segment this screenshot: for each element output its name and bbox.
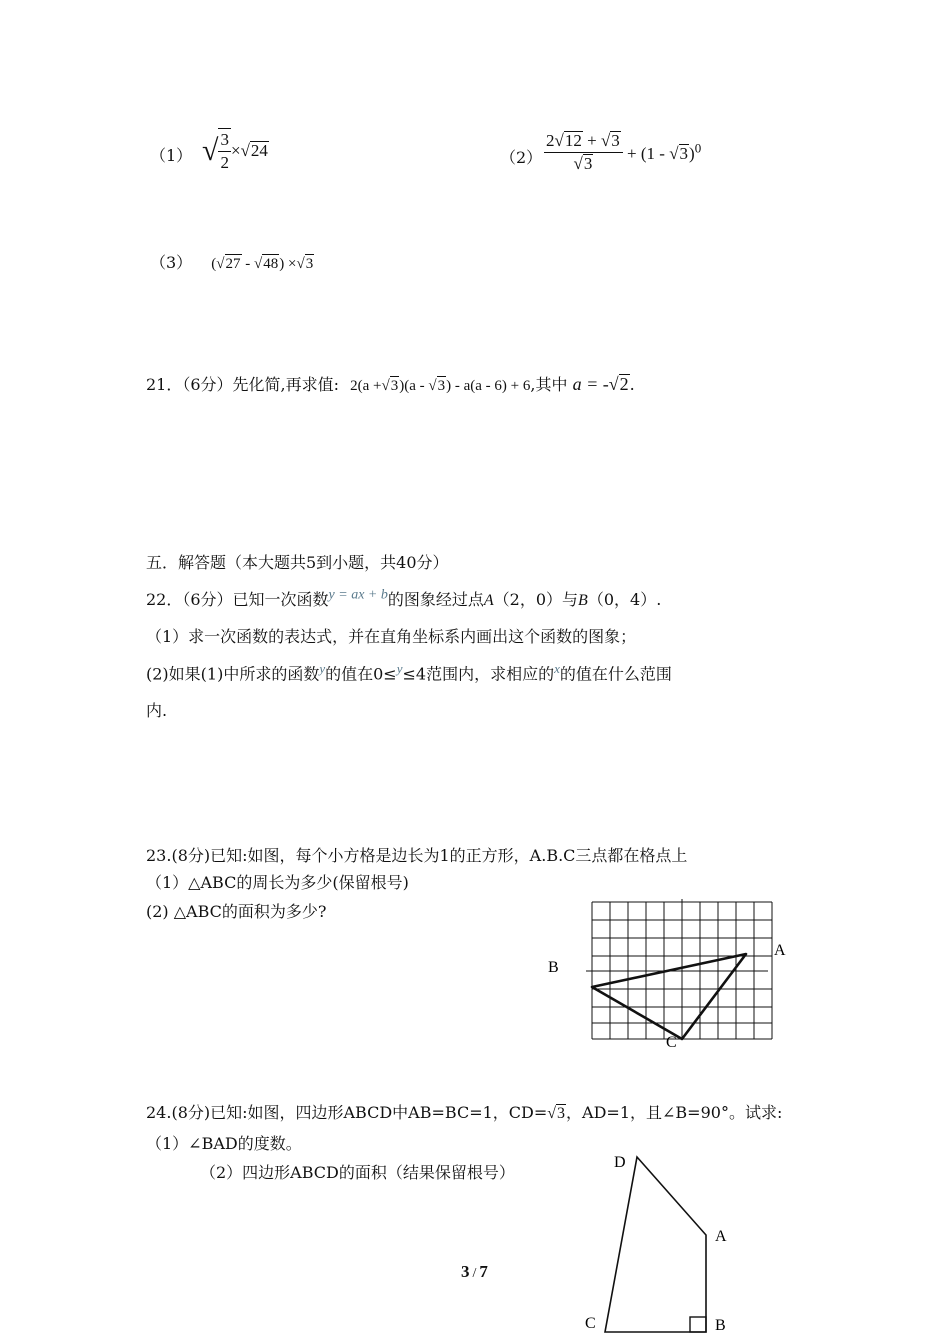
q24-part1: （1）∠BAD的度数。 <box>146 1134 302 1153</box>
point-b: B <box>578 592 588 609</box>
fraction <box>218 128 231 174</box>
sqrt-3: √3 <box>547 1105 566 1122</box>
q23-part1: （1）△ABC的周长为多少(保留根号) <box>146 873 409 892</box>
q24-part2: （2）四边形ABCD的面积（结果保留根号） <box>200 1163 515 1182</box>
q22-line1 <box>146 587 661 610</box>
var-x: x <box>554 661 560 676</box>
radicand-24: 24 <box>250 141 268 160</box>
vertex-label-c: C <box>585 1315 596 1332</box>
q20-part3-label: （3） <box>150 253 193 272</box>
radicand-48: 48 <box>263 256 279 272</box>
q20-part2-expr <box>544 130 701 175</box>
q23-line1: 23.(8分)已知:如图，每个小方格是边长为1的正方形，A.B.C三点都在格点上 <box>146 846 688 865</box>
q24-line1 <box>146 1100 782 1123</box>
q23-part2: (2) △ABC的面积为多少? <box>146 902 327 921</box>
q22-part1: （1）求一次函数的表达式，并在直角坐标系内画出这个函数的图象； <box>146 627 637 646</box>
exponent: 0 <box>694 140 702 156</box>
var-y: y <box>319 661 326 676</box>
expr-part-b: )(a - <box>399 378 425 394</box>
vertex-label-b: B <box>548 959 559 976</box>
current-page: 3 <box>461 1262 470 1281</box>
q22-part2-cont: 内. <box>146 701 168 720</box>
function-expression: y = ax + b <box>328 587 388 603</box>
fraction-numerator: 2√12 + √3 <box>544 130 623 153</box>
expr-part-c: ) - a(a - 6) + 6 <box>446 378 531 394</box>
q21-prefix: 21．（6分）先化简,再求值: <box>146 375 340 394</box>
close-paren: ) <box>279 256 285 272</box>
plus-sign: + <box>587 131 597 150</box>
minus-sign: - <box>245 256 251 272</box>
q20-part1-expr <box>202 128 269 174</box>
q24-intro: 24.(8分)已知:如图，四边形ABCD中AB=BC=1，CD= <box>146 1103 548 1122</box>
fraction <box>544 130 623 175</box>
q21 <box>146 372 635 395</box>
q24-text: ，AD=1，且∠B=90°。试求: <box>566 1103 783 1122</box>
radicand-2: 2 <box>619 374 629 394</box>
q20-part3-expr: (√27 - √48) ×√3 <box>211 256 314 272</box>
q21-end: . <box>629 375 635 394</box>
page-separator: / <box>472 1266 477 1281</box>
q22-text: 的图象经过点 <box>387 590 484 609</box>
point-b-coords: （0，4）. <box>587 590 662 609</box>
q22-intro: 22．（6分）已知一次函数 <box>146 590 329 609</box>
q21-middle: ,其中 <box>530 375 568 394</box>
part2-text-d: 的值在什么范围 <box>559 664 672 684</box>
radicand-3: 3 <box>437 378 446 394</box>
tail-expression: + (1 - √3)$^0$ <box>627 140 702 164</box>
part2-text-a: (2)如果(1)中所求的函数 <box>146 664 320 684</box>
part2-text-c: ≤4范围内，求相应的 <box>402 664 555 684</box>
radicand-3: 3 <box>583 154 593 173</box>
q21-condition: a = -√2 <box>572 374 629 394</box>
vertex-label-b: B <box>715 1317 726 1334</box>
fraction-denominator: √3 <box>573 154 593 173</box>
open-paren: ( <box>211 256 217 272</box>
section5-heading: 五．解答题（本大题共5到小题，共40分） <box>146 553 449 572</box>
right-angle-marker <box>690 1317 706 1332</box>
page-number <box>461 1262 488 1282</box>
expr-part-a: 2(a + <box>350 378 382 394</box>
part2-text-b: 的值在0≤ <box>325 664 397 684</box>
radicand-3: 3 <box>390 378 399 394</box>
sqrt-sign: √ <box>202 134 219 167</box>
q20-part3 <box>150 250 314 273</box>
coefficient: 2 <box>546 131 555 150</box>
radicand-3: 3 <box>679 144 689 164</box>
quadrilateral-abcd <box>605 1157 706 1332</box>
radicand-27: 27 <box>225 256 241 272</box>
q22-part2 <box>146 661 672 684</box>
vertex-label-c: C <box>666 1034 677 1051</box>
times-sign: × <box>288 256 297 272</box>
condition-a: a = - <box>572 374 609 394</box>
tail-open: + (1 - <box>627 144 665 164</box>
point-a: A <box>483 592 494 609</box>
radicand-3: 3 <box>611 131 620 150</box>
fraction-numerator: 3 <box>218 129 231 152</box>
point-a-coords: （2，0）与 <box>493 590 579 609</box>
var-y: y <box>396 661 403 676</box>
radicand-12: 12 <box>564 131 582 150</box>
q21-expression: 2(a +√3)(a - √3) - a(a - 6) + 6 <box>350 378 531 394</box>
radicand-3: 3 <box>305 256 314 272</box>
vertex-label-a: A <box>774 942 786 959</box>
vertex-label-a: A <box>715 1228 727 1245</box>
total-pages: 7 <box>479 1262 488 1281</box>
q20-part1-label: （1） <box>150 146 193 165</box>
fraction-denominator: 2 <box>220 153 229 172</box>
radicand-3: 3 <box>557 1105 566 1122</box>
q24-quadrilateral-figure <box>578 1145 738 1344</box>
vertex-label-d: D <box>614 1154 626 1171</box>
q20-part2-label: （2） <box>500 148 543 167</box>
q23-grid-figure <box>540 895 800 1055</box>
tail-close: ) <box>689 144 695 164</box>
triangle-abc <box>592 954 746 1039</box>
sqrt-24: √24 <box>240 141 268 160</box>
times-sign: × <box>230 141 241 160</box>
